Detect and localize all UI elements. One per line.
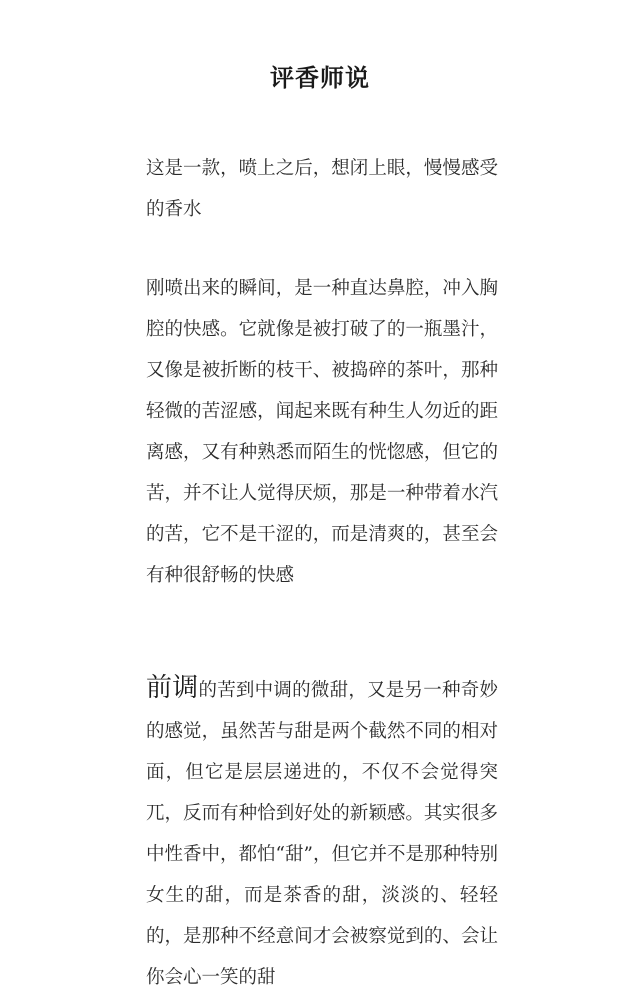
paragraph-notes <box>146 668 498 998</box>
paragraph-first-spray <box>146 268 498 596</box>
paragraph-first-spray-text: 刚喷出来的瞬间，是一种直达鼻腔，冲入胸腔的快感。它就像是被打破了的一瓶墨汁，又像是被折断的枝干、被捣碎的茶叶，那种轻微的苦涩感，闻起来既有种生人勿近的距离感，又有种熟悉而陌生的恍惚感，但它的苦，并不让人觉得厌烦，那是一种带着水汽的苦，它不是干涩的，而是清爽的，甚至会有种很舒畅的快感 <box>146 278 498 586</box>
paragraph-notes-text: 的苦到中调的微甜，又是另一种奇妙的感觉，虽然苦与甜是两个截然不同的相对面，但它是层层递进的，不仅不会觉得突兀，反而有种恰到好处的新颖感。其实很多中性香中，都怕“甜”，但它并不是那种特别女生的甜，而是茶香的甜，淡淡的、轻轻的，是那种不经意间才会被察觉到的、会让你会心一笑的甜 <box>146 680 498 988</box>
paragraph-intro <box>146 148 498 230</box>
paragraph-notes-lead: 前调 <box>146 673 199 703</box>
paragraph-intro-text: 这是一款，喷上之后，想闭上眼，慢慢感受的香水 <box>146 158 498 220</box>
article-title: 评香师说 <box>270 63 370 92</box>
